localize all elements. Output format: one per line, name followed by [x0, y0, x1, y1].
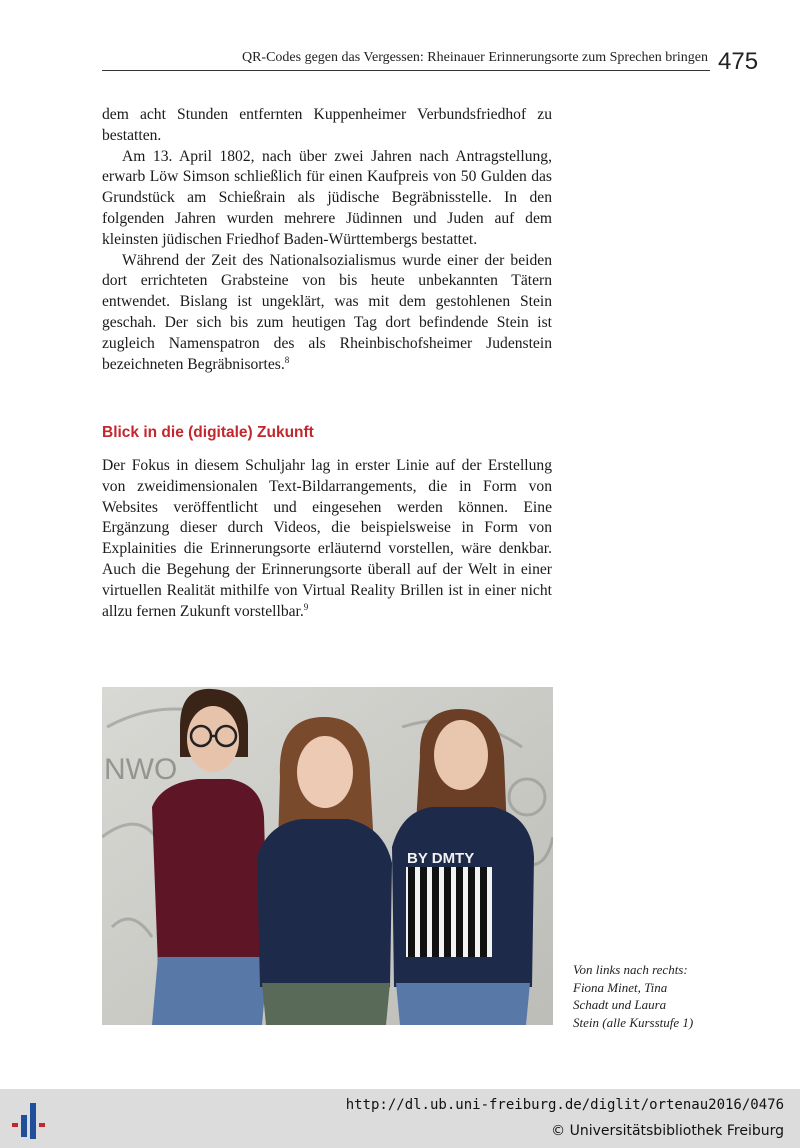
shirt-stripes: [406, 867, 492, 957]
footnote-ref[interactable]: 8: [284, 354, 290, 365]
page-number: 475: [718, 48, 759, 75]
group-photo: [102, 687, 553, 1025]
caption-line: Von links nach rechts:: [573, 962, 688, 977]
paragraph: Am 13. April 1802, nach über zwei Jahren nach Antragstellung, erwarb Löw Simson schließlich für einen Kaufpreis von 50 Gulden das Grundstück am Schießrain als jüdische Begräbnisstelle. In den folgenden Jahren wurden mehrere Jüdinnen und Juden auf dem kleinsten jüdischen Friedhof Baden-Württembergs bestattet.: [102, 147, 552, 248]
jeans: [152, 957, 268, 1025]
paragraph: dem acht Stunden entfernten Kuppenheimer Verbundsfriedhof zu bestatten.: [102, 106, 552, 144]
caption-line: Stein (alle Kursstufe 1): [573, 1014, 694, 1030]
wall-text: NWO: [104, 753, 178, 786]
face: [434, 720, 488, 790]
source-url-link[interactable]: http://dl.ub.uni-freiburg.de/diglit/ortenau2016/0476: [345, 1097, 784, 1113]
caption-line: Fiona Minet, Tina: [573, 979, 668, 995]
photo-caption: [573, 961, 723, 1031]
photo-illustration: [102, 687, 553, 1025]
body-section-1: [102, 105, 552, 375]
body-section-2: [102, 456, 552, 622]
jeans: [262, 983, 390, 1025]
caption-line: Schadt und Laura: [573, 997, 667, 1012]
paragraph-text: Der Fokus in diesem Schuljahr lag in erster Linie auf der Erstellung von zweidimensionalen Text-Bildarrangements, die in Form von Websites veröffentlicht und eingesehen werden können. Eine Ergänzung dieser durch Videos, die beispielsweise in Form von Explainities die Erinnerungsorte erläuternd vorstellen, wäre denkbar. Auch die Begehung der Erinnerungsorte überall auf der Welt in einer virtuellen Realität mithilfe von Virtual Reality Brillen ist in einer nicht allzu fernen Zukunft vorstellbar.: [102, 457, 552, 620]
face: [187, 706, 239, 772]
shirt-text: BY DMTY: [407, 850, 475, 867]
section-heading: Blick in die (digitale) Zukunft: [102, 424, 314, 441]
footer-bar: [0, 1089, 800, 1148]
face: [297, 736, 353, 808]
top: [257, 819, 392, 987]
jeans: [396, 983, 530, 1025]
paragraph: [102, 456, 552, 622]
library-logo-icon: [12, 1101, 52, 1141]
copyright-notice: © Universitätsbibliothek Freiburg: [551, 1123, 784, 1139]
footnote-ref[interactable]: 9: [303, 601, 309, 612]
sweater: [152, 779, 268, 967]
paragraph: [102, 251, 552, 376]
header-rule: [102, 70, 710, 71]
running-title: QR-Codes gegen das Vergessen: Rheinauer Erinnerungsorte zum Sprechen bringen: [241, 50, 708, 65]
paragraph-text: Während der Zeit des Nationalsozialismus wurde einer der beiden dort errichteten Grabsteine von bis heute unbekannten Tätern entwendet. Bislang ist ungeklärt, was mit dem gestohlenen Stein geschah. Der sich bis zum heutigen Tag dort befindende Stein ist zugleich Namenspatron des als Rheinbischofsheimer Judenstein bezeichneten Begräbnisortes.: [102, 251, 552, 373]
